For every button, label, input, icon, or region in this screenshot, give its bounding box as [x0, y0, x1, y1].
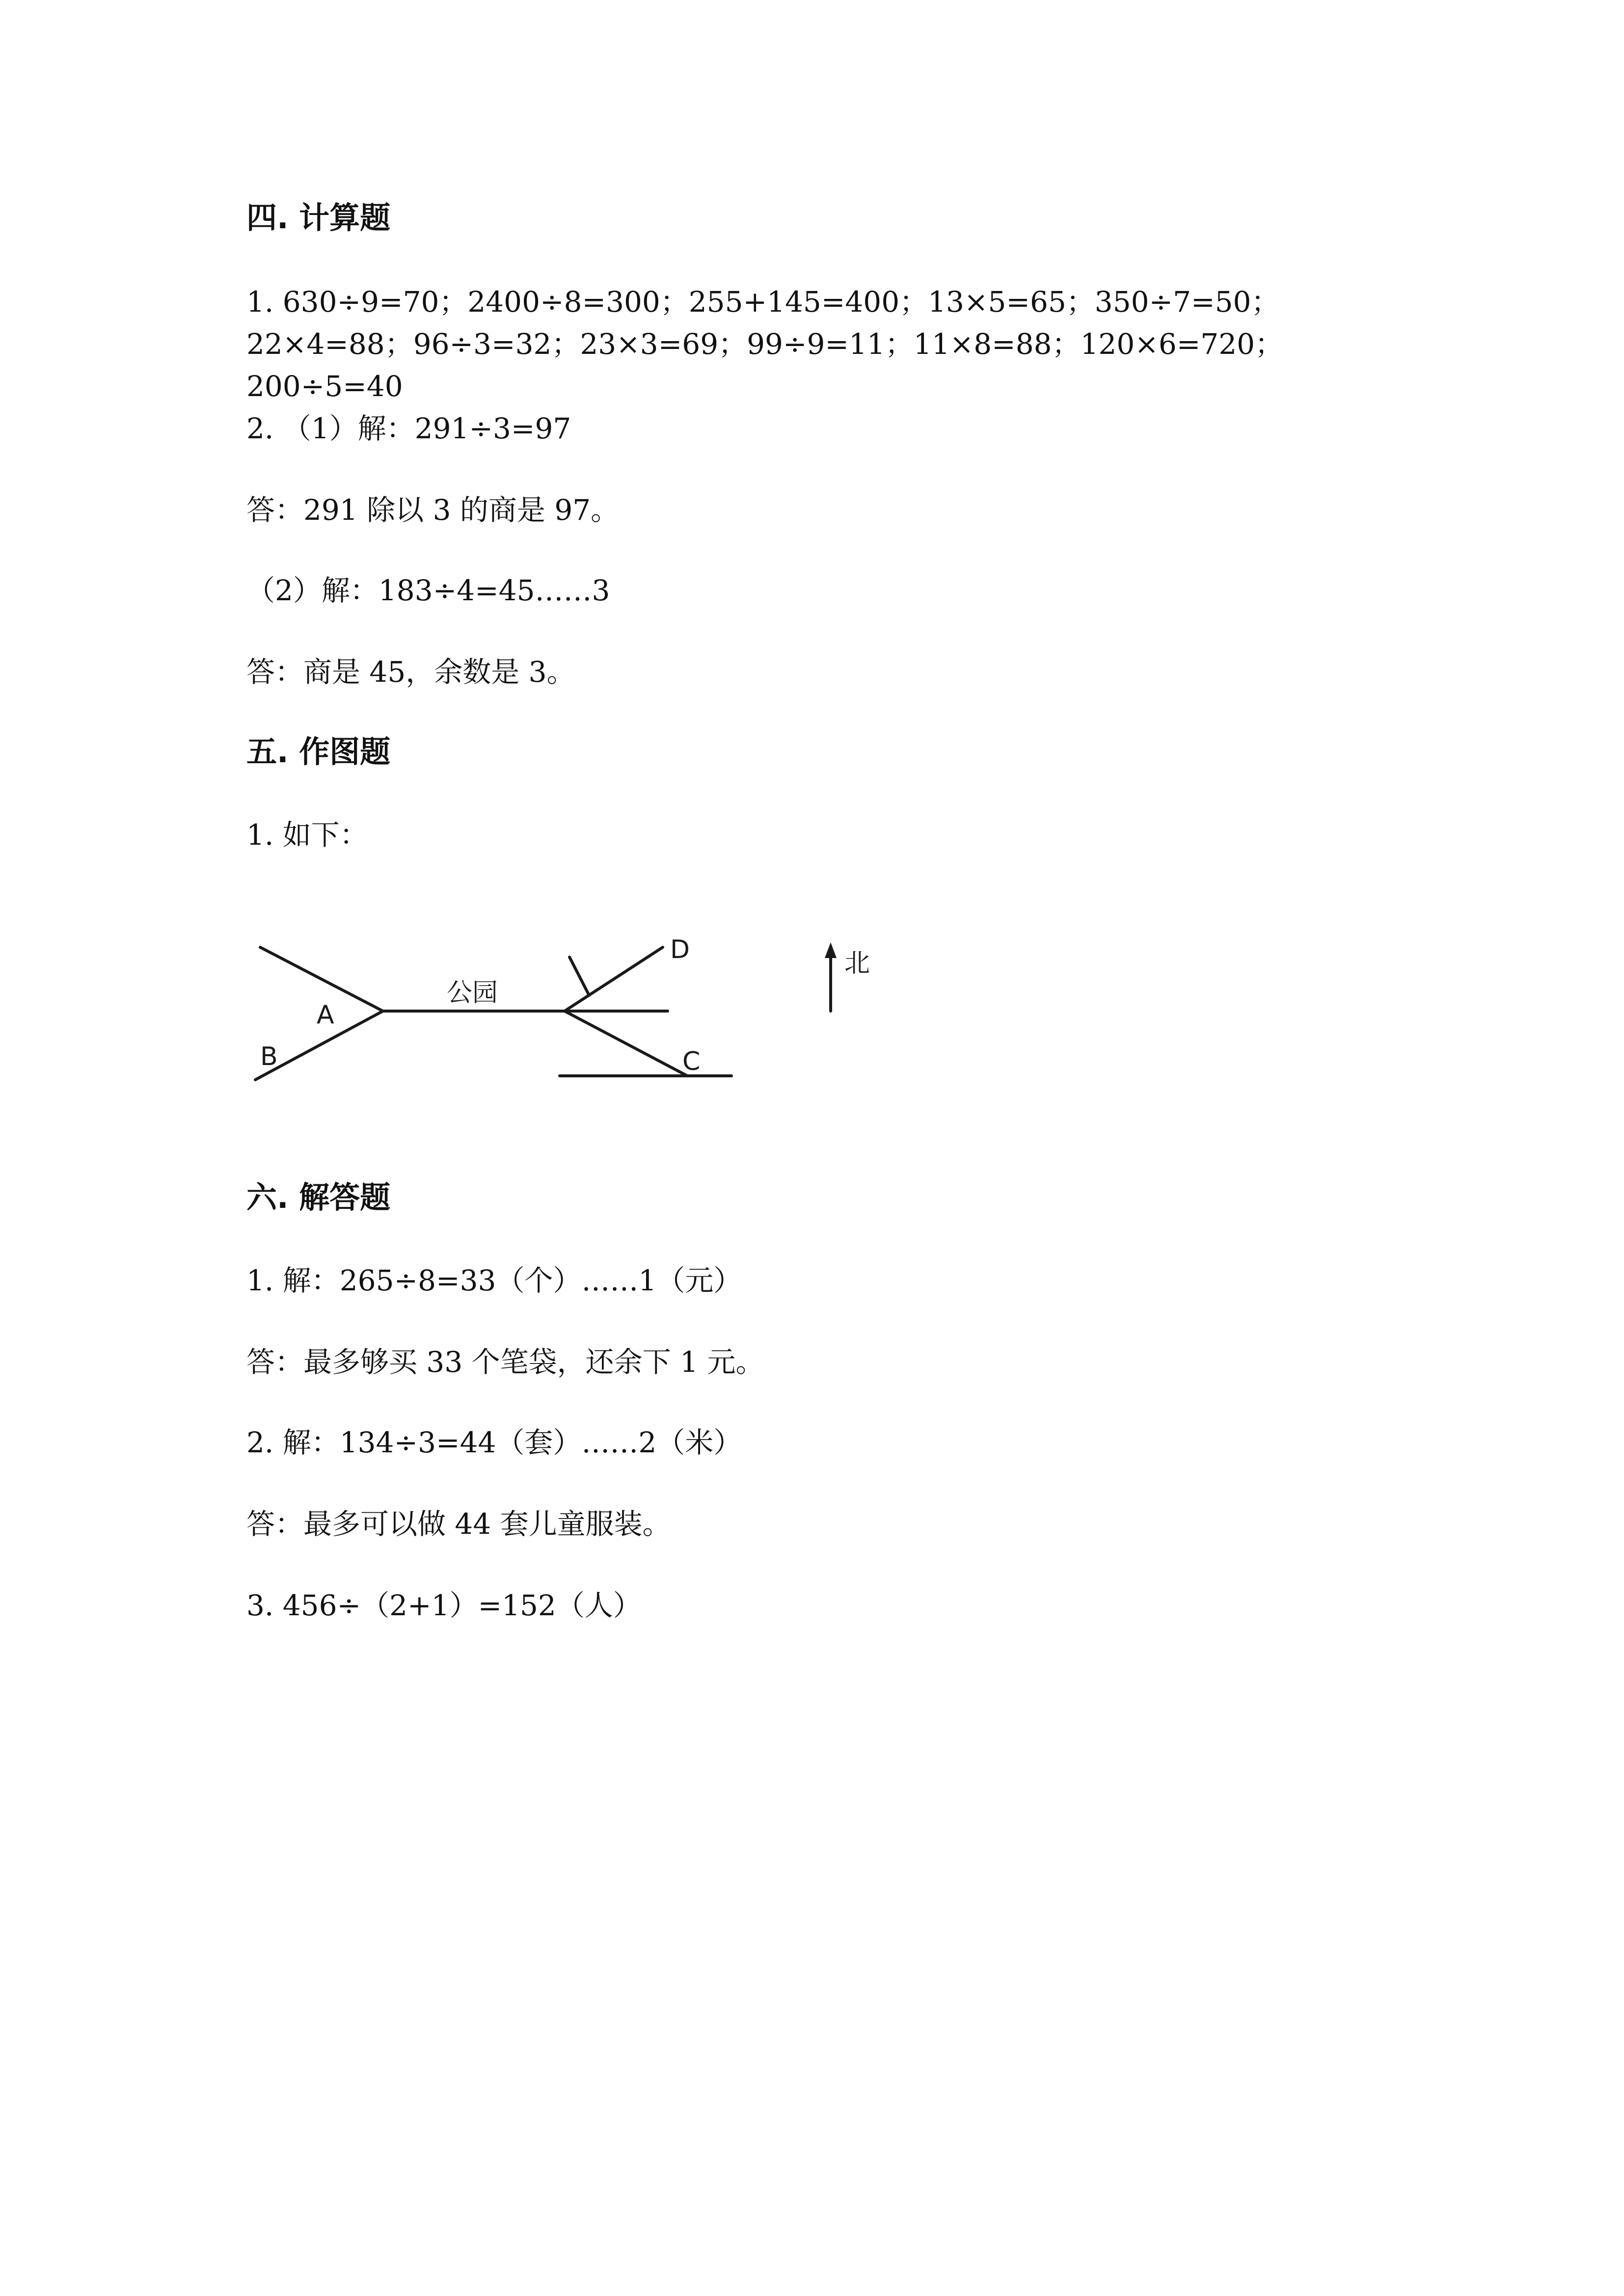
section6-heading: 六. 解答题: [246, 1179, 391, 1215]
route-diagram: [245, 923, 903, 1099]
section6-q1-answer: 答：最多够买 33 个笔袋，还余下 1 元。: [246, 1345, 764, 1379]
section4-q1-line3: 200÷5=40: [246, 370, 403, 403]
section6-q2-answer: 答：最多可以做 44 套儿童服装。: [246, 1507, 671, 1541]
section4-q2-part2-answer: 答：商是 45，余数是 3。: [246, 655, 575, 689]
road-c-line: [565, 1011, 687, 1076]
section5-heading: 五. 作图题: [246, 734, 391, 770]
label-north: 北: [844, 949, 870, 978]
road-d-branch-line: [569, 957, 589, 995]
section4-q2-part1-answer: 答：291 除以 3 的商是 97。: [246, 493, 620, 527]
section4-q1-line1: 1. 630÷9=70；2400÷8=300；255+145=400；13×5=65；350÷7=50；: [246, 285, 1280, 319]
label-c: C: [682, 1047, 701, 1076]
section4-q2-part2-solution: （2）解：183÷4=45……3: [246, 574, 610, 607]
section5-q1-intro: 1. 如下：: [246, 818, 368, 852]
section6-q3-solution: 3. 456÷（2+1）=152（人）: [246, 1589, 642, 1622]
label-d: D: [670, 935, 690, 964]
route-diagram-svg: [245, 923, 903, 1099]
label-b: B: [260, 1042, 278, 1071]
section6-q2-solution: 2. 解：134÷3=44（套）……2（米）: [246, 1426, 742, 1459]
section4-heading: 四. 计算题: [246, 200, 391, 236]
label-a: A: [317, 1000, 334, 1030]
section4-q2-part1-solution: 2. （1）解：291÷3=97: [246, 412, 571, 445]
section6-q1-solution: 1. 解：265÷8=33（个）……1（元）: [246, 1264, 742, 1297]
section4-q1-line2: 22×4=88；96÷3=32；23×3=69；99÷9=11；11×8=88；120×6=720；: [246, 327, 1284, 361]
north-arrow-icon: [825, 942, 837, 958]
label-park: 公园: [447, 978, 498, 1008]
